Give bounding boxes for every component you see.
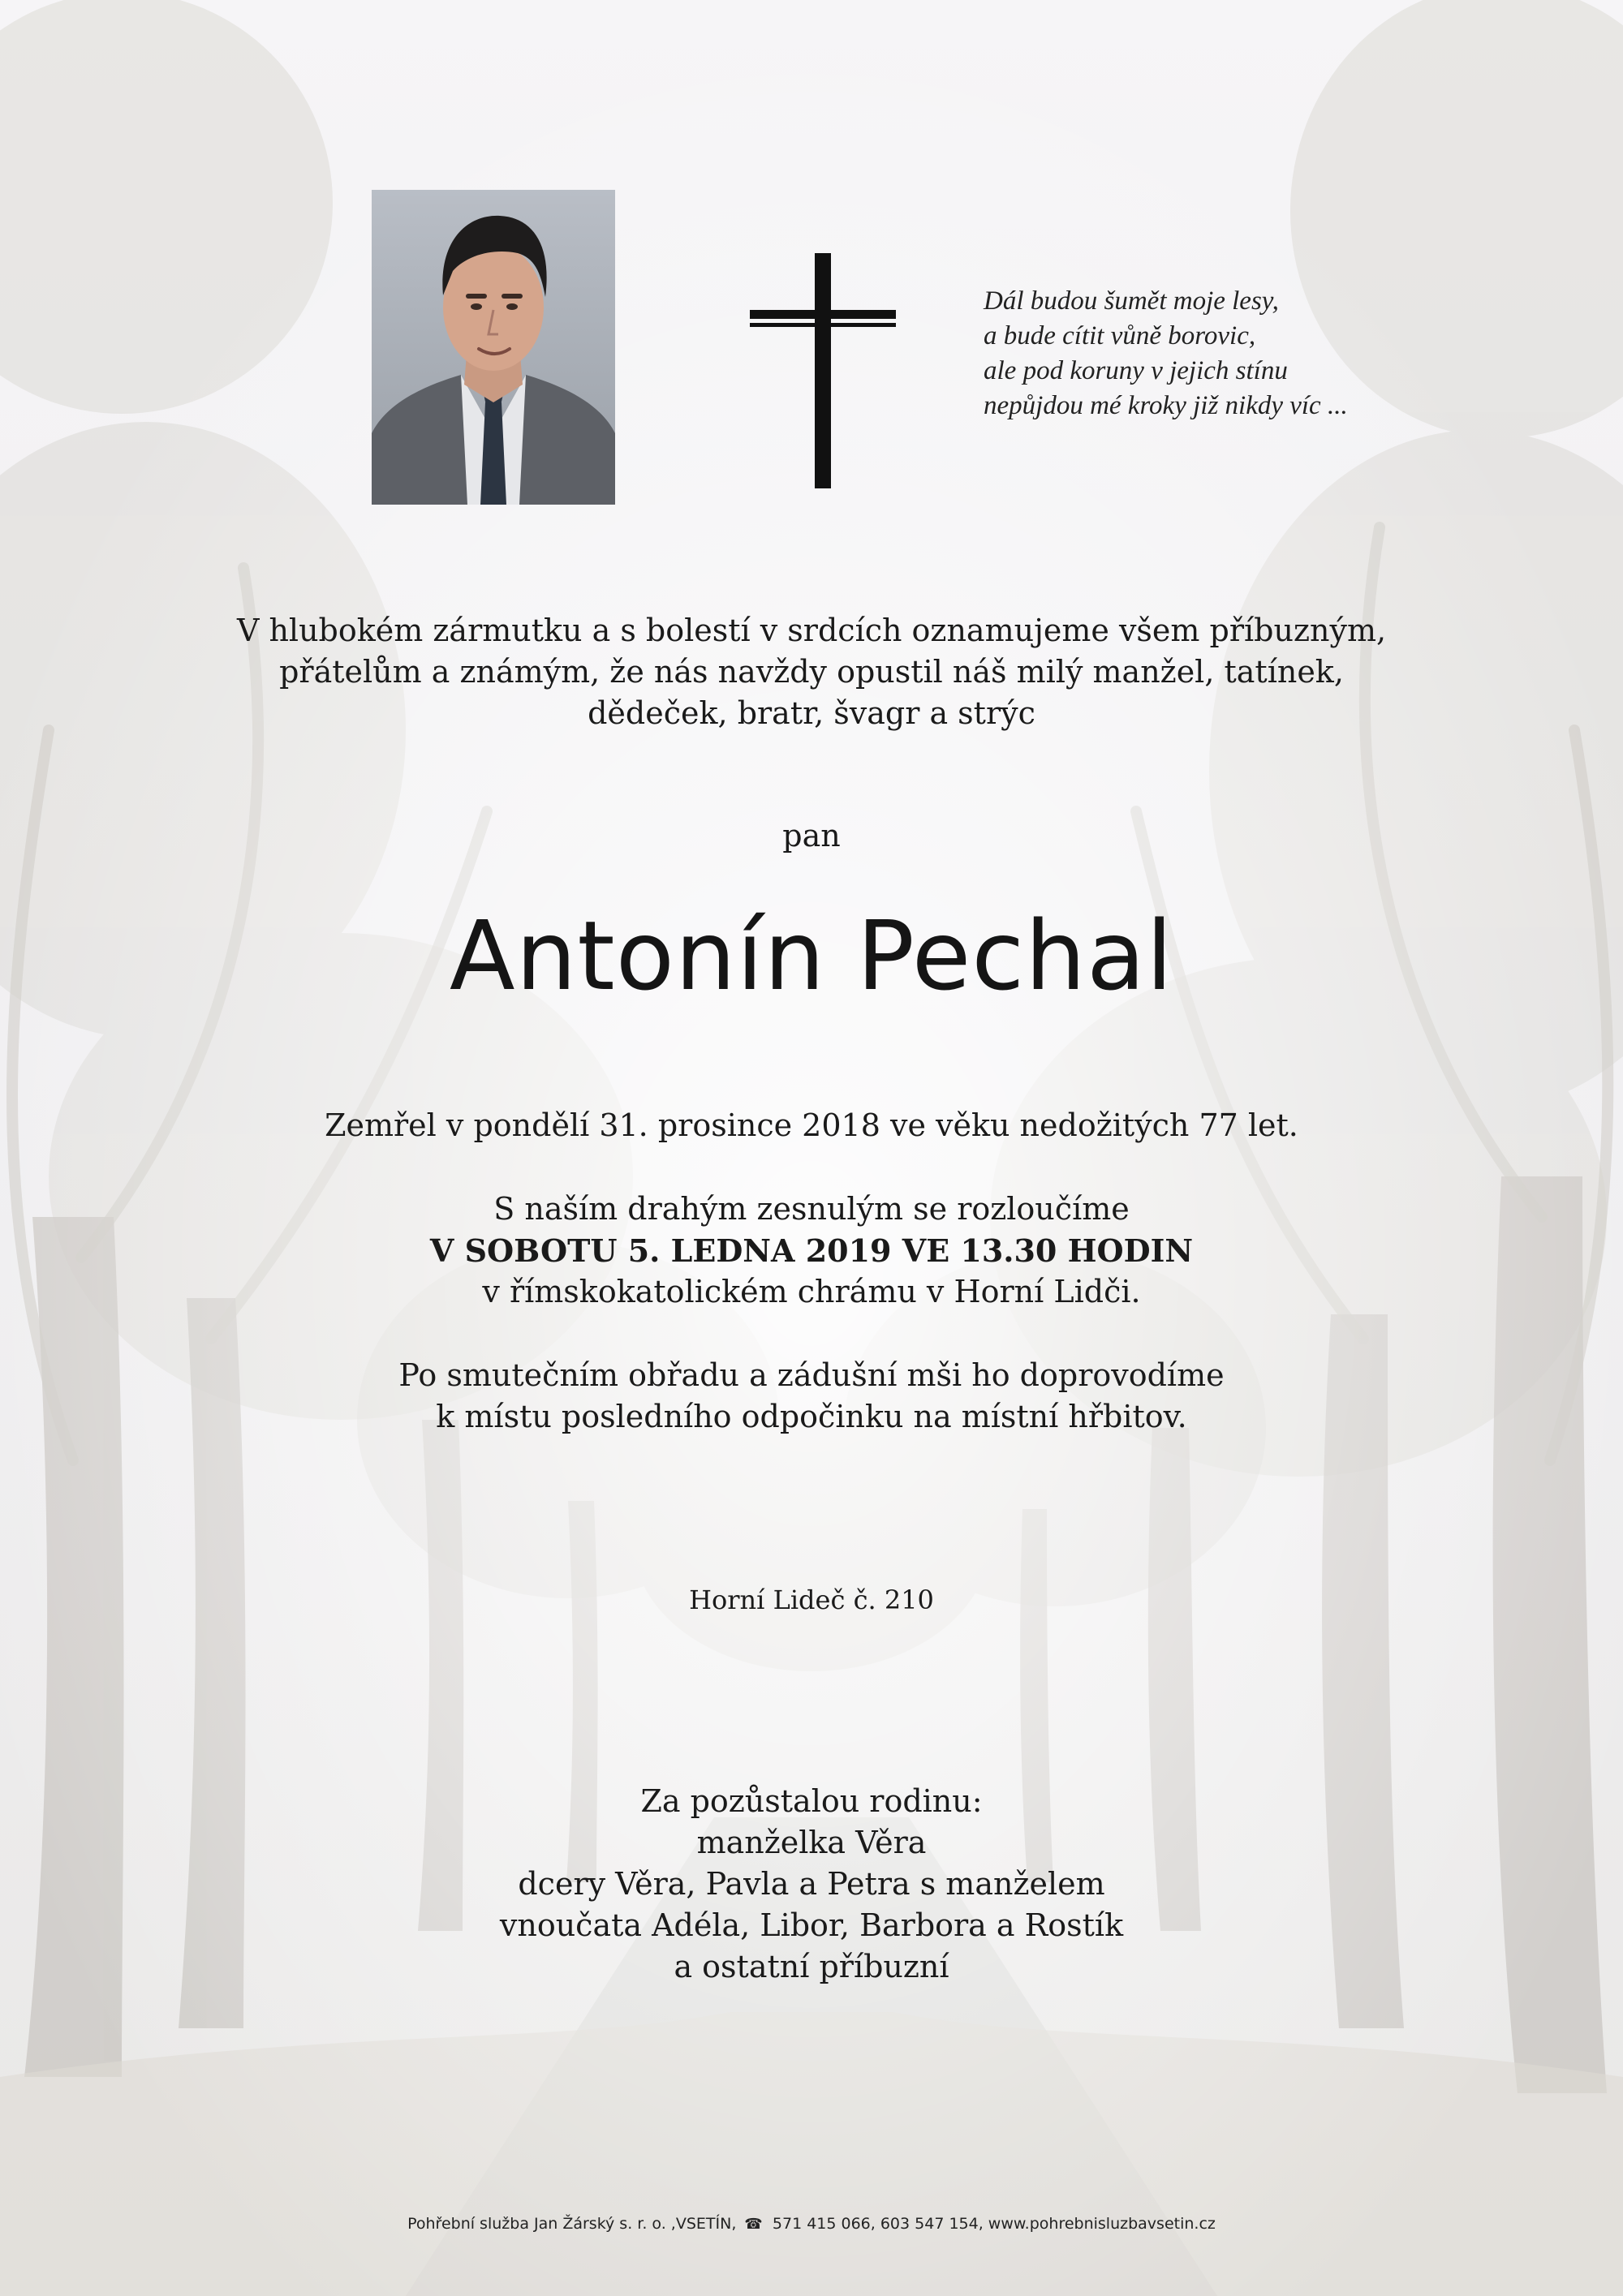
funeral-service-footer — [0, 2215, 1623, 2233]
farewell-location: v římskokatolickém chrámu v Horní Lidči. — [482, 1274, 1141, 1309]
family-address: Horní Lideč č. 210 — [689, 1584, 934, 1615]
poem-line: Dál budou šumět moje lesy, — [984, 286, 1279, 316]
farewell-line: S naším drahým zesnulým se rozloučíme — [493, 1191, 1130, 1227]
intro-line: přátelům a známým, že nás navždy opustil náš milý manžel, tatínek, — [279, 654, 1344, 690]
farewell-info — [0, 1189, 1623, 1313]
memorial-poem — [984, 284, 1438, 424]
deceased-name: Antonín Pechal — [449, 900, 1174, 1012]
intro-line: dědeček, bratr, švagr a strýc — [588, 695, 1035, 731]
family-list — [0, 1781, 1623, 1988]
farewell-datetime: V SOBOTU 5. LEDNA 2019 VE 13.30 HODIN — [429, 1232, 1194, 1269]
family-member: manželka Věra — [696, 1825, 927, 1860]
family-member: vnoučata Adéla, Libor, Barbora a Rostík — [499, 1907, 1124, 1943]
portrait-photo — [372, 190, 615, 505]
after-ceremony — [0, 1355, 1623, 1438]
intro-line: V hlubokém zármutku a s bolestí v srdcích oznamujeme všem příbuzným, — [236, 613, 1387, 648]
family-member: a ostatní příbuzní — [674, 1949, 949, 1984]
telephone-icon: ☎ — [744, 2216, 763, 2233]
death-notice: Zemřel v pondělí 31. prosince 2018 ve věku nedožitých 77 let. — [325, 1107, 1298, 1143]
announcement-intro — [0, 610, 1623, 734]
family-member: dcery Věra, Pavla a Petra s manželem — [518, 1866, 1105, 1902]
footer-company: Pohřební služba Jan Žárský s. r. o. ,VSETÍN, — [407, 2215, 737, 2233]
cross-icon — [750, 253, 896, 488]
poem-line: ale pod koruny v jejich stínu — [984, 356, 1288, 385]
after-line: Po smutečním obřadu a zádušní mši ho doprovodíme — [398, 1357, 1225, 1393]
family-heading: Za pozůstalou rodinu: — [640, 1783, 983, 1819]
footer-contact: 571 415 066, 603 547 154, www.pohrebnisluzbavsetin.cz — [772, 2215, 1216, 2233]
poem-line: a bude cítit vůně borovic, — [984, 321, 1256, 350]
after-line: k místu posledního odpočinku na místní hřbitov. — [436, 1399, 1187, 1434]
poem-line: nepůjdou mé kroky již nikdy víc ... — [984, 391, 1348, 420]
salutation: pan — [782, 818, 841, 853]
